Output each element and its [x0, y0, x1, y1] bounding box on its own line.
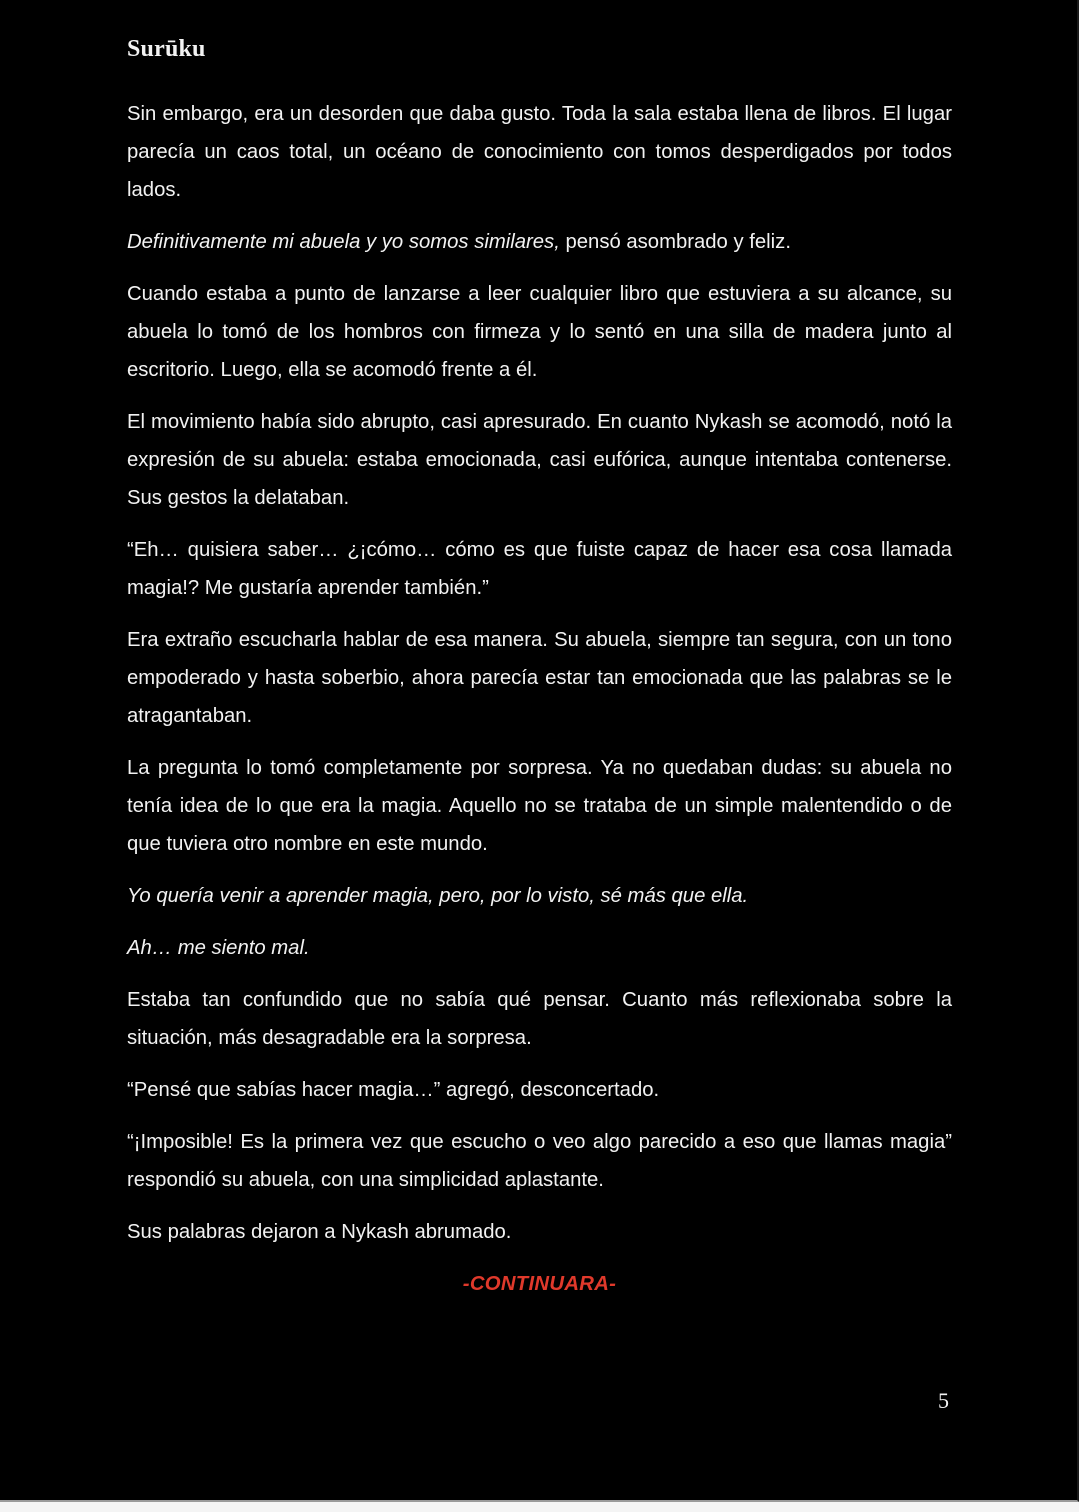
- italic-thought: Definitivamente mi abuela y yo somos similares,: [127, 231, 560, 253]
- page-number: 5: [938, 1388, 949, 1413]
- paragraph: Estaba tan confundido que no sabía qué pensar. Cuanto más reflexionaba sobre la situación, más desagradable era la sorpresa.: [127, 989, 952, 1049]
- paragraph: Sus palabras dejaron a Nykash abrumado.: [127, 1221, 512, 1243]
- paragraph-thought: [127, 223, 952, 261]
- paragraph-italic-thought: Ah… me siento mal.: [127, 937, 310, 959]
- paragraph-dialogue: “Pensé que sabías hacer magia…” agregó, desconcertado.: [127, 1079, 660, 1101]
- paragraph-dialogue: “¡Imposible! Es la primera vez que escucho o veo algo parecido a eso que llamas magia” respondió su abuela, con una simplicidad aplastante.: [127, 1131, 952, 1191]
- running-header-title: Surūku: [127, 36, 206, 62]
- paragraph: El movimiento había sido abrupto, casi apresurado. En cuanto Nykash se acomodó, notó la expresión de su abuela: estaba emocionada, casi eufórica, aunque intentaba contenerse. Sus gestos la delataban.: [127, 411, 952, 509]
- paragraph: Sin embargo, era un desorden que daba gusto. Toda la sala estaba llena de libros. El lugar parecía un caos total, un océano de conocimiento con tomos desperdigados por todos lados.: [127, 103, 952, 201]
- paragraph-narration: pensó asombrado y feliz.: [559, 231, 791, 253]
- body-text: [127, 95, 952, 1317]
- paragraph-dialogue: “Eh… quisiera saber… ¿¡cómo… cómo es que fuiste capaz de hacer esa cosa llamada magia!? Me gustaría aprender también.”: [127, 539, 952, 599]
- paragraph: La pregunta lo tomó completamente por sorpresa. Ya no quedaban dudas: su abuela no tenía idea de lo que era la magia. Aquello no se trataba de un simple malentendido o de que tuviera otro nombre en este mundo.: [127, 757, 952, 855]
- paragraph: Cuando estaba a punto de lanzarse a leer cualquier libro que estuviera a su alcance, su abuela lo tomó de los hombros con firmeza y lo sentó en una silla de madera junto al escritorio. Luego, ella se acomodó frente a él.: [127, 283, 952, 381]
- continuation-marker: -CONTINUARA-: [462, 1273, 617, 1295]
- paragraph: Era extraño escucharla hablar de esa manera. Su abuela, siempre tan segura, con un tono empoderado y hasta soberbio, ahora parecía estar tan emocionada que las palabras se le atragantaban.: [127, 629, 952, 727]
- paragraph-italic-thought: Yo quería venir a aprender magia, pero, por lo visto, sé más que ella.: [127, 885, 749, 907]
